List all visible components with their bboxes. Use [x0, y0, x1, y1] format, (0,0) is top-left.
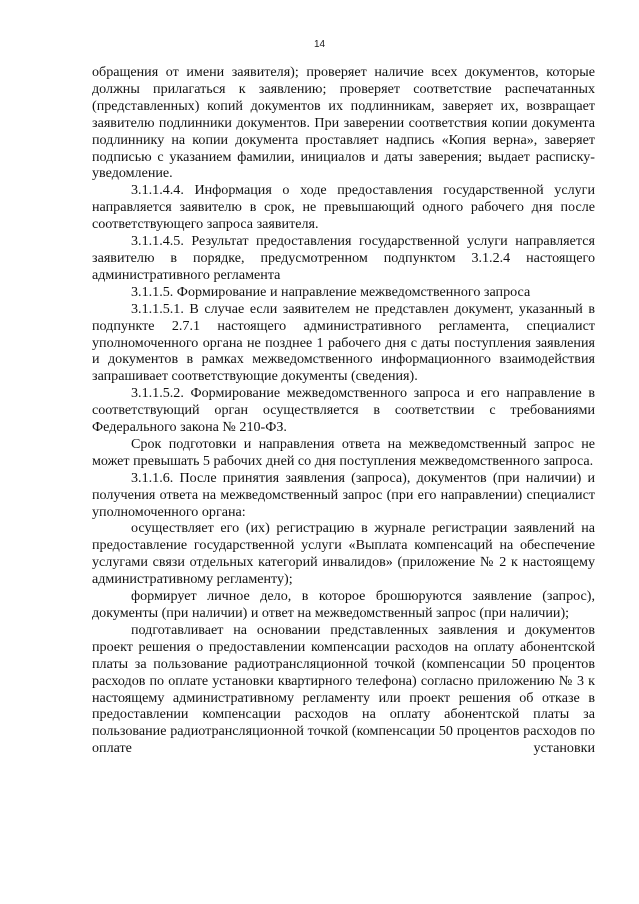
paragraph-continuation: обращения от имени заявителя); проверяет наличие всех документов, которые должны прилагаться к заявлению; проверяет соответствие распечатанных (представленных) копий документов их подлинникам, заверяет их, возвращает заявителю подлинники документов. При заверении соответствия копии документа подлиннику на копии документа проставляет надпись «Копия верна», заверяет подписью с указанием фамилии, инициалов и даты заверения; выдает расписку-уведомление. — [92, 64, 595, 182]
document-body — [92, 64, 595, 757]
paragraph-3-1-1-5-heading: 3.1.1.5. Формирование и направление межведомственного запроса — [131, 283, 531, 300]
paragraph-3-1-1-6: 3.1.1.6. После принятия заявления (запроса), документов (при наличии) и получения ответа на межведомственный запрос (при его направлении) специалист уполномоченного органа: — [92, 469, 595, 520]
paragraph-prepares-decision: подготавливает на основании представленных заявления и документов проект решения о предоставлении компенсации расходов на оплату абонентской платы за пользование радиотрансляционной точкой (компенсации 50 процентов расходов по оплате установки квартирного телефона) согласно приложению № 3 к настоящему административному регламенту или проект решения об отказе в предоставлении компенсации расходов на оплату абонентской платы за пользование радиотрансляционной точкой (компенсации 50 процентов расходов по оплате установки — [92, 621, 595, 757]
paragraph-personal-file: формирует личное дело, в которое брошюруются заявление (запрос), документы (при наличии) и ответ на межведомственный запрос (при наличии); — [92, 588, 595, 621]
paragraph-3-1-1-5-2: 3.1.1.5.2. Формирование межведомственного запроса и его направление в соответствующий орган осуществляется в соответствии с требованиями Федерального закона № 210-ФЗ. — [92, 385, 595, 436]
paragraph-registration: осуществляет его (их) регистрацию в журнале регистрации заявлений на предоставление государственной услуги «Выплата компенсаций на обеспечение услугами связи отдельных категорий инвалидов» (приложение № 2 к настоящему административному регламенту); — [92, 520, 595, 588]
paragraph-3-1-1-5-1: 3.1.1.5.1. В случае если заявителем не представлен документ, указанный в подпункте 2.7.1 настоящего административного регламента, специалист уполномоченного органа не позднее 1 рабочего дня с даты поступления заявления и документов в рамках межведомственного информационного взаимодействия запрашивает соответствующие документы (сведения). — [92, 300, 595, 385]
page-number: 14 — [313, 39, 326, 50]
paragraph-3-1-1-4-5: 3.1.1.4.5. Результат предоставления государственной услуги направляется заявителю в порядке, предусмотренном подпунктом 3.1.2.4 настоящего административного регламента — [92, 233, 595, 283]
paragraph-response-deadline: Срок подготовки и направления ответа на межведомственный запрос не может превышать 5 рабочих дней со дня поступления межведомственного запроса. — [92, 435, 595, 469]
paragraph-3-1-1-4-4: 3.1.1.4.4. Информация о ходе предоставления государственной услуги направляется заявителю в срок, не превышающий одного рабочего дня после соответствующего запроса заявителя. — [92, 182, 595, 233]
